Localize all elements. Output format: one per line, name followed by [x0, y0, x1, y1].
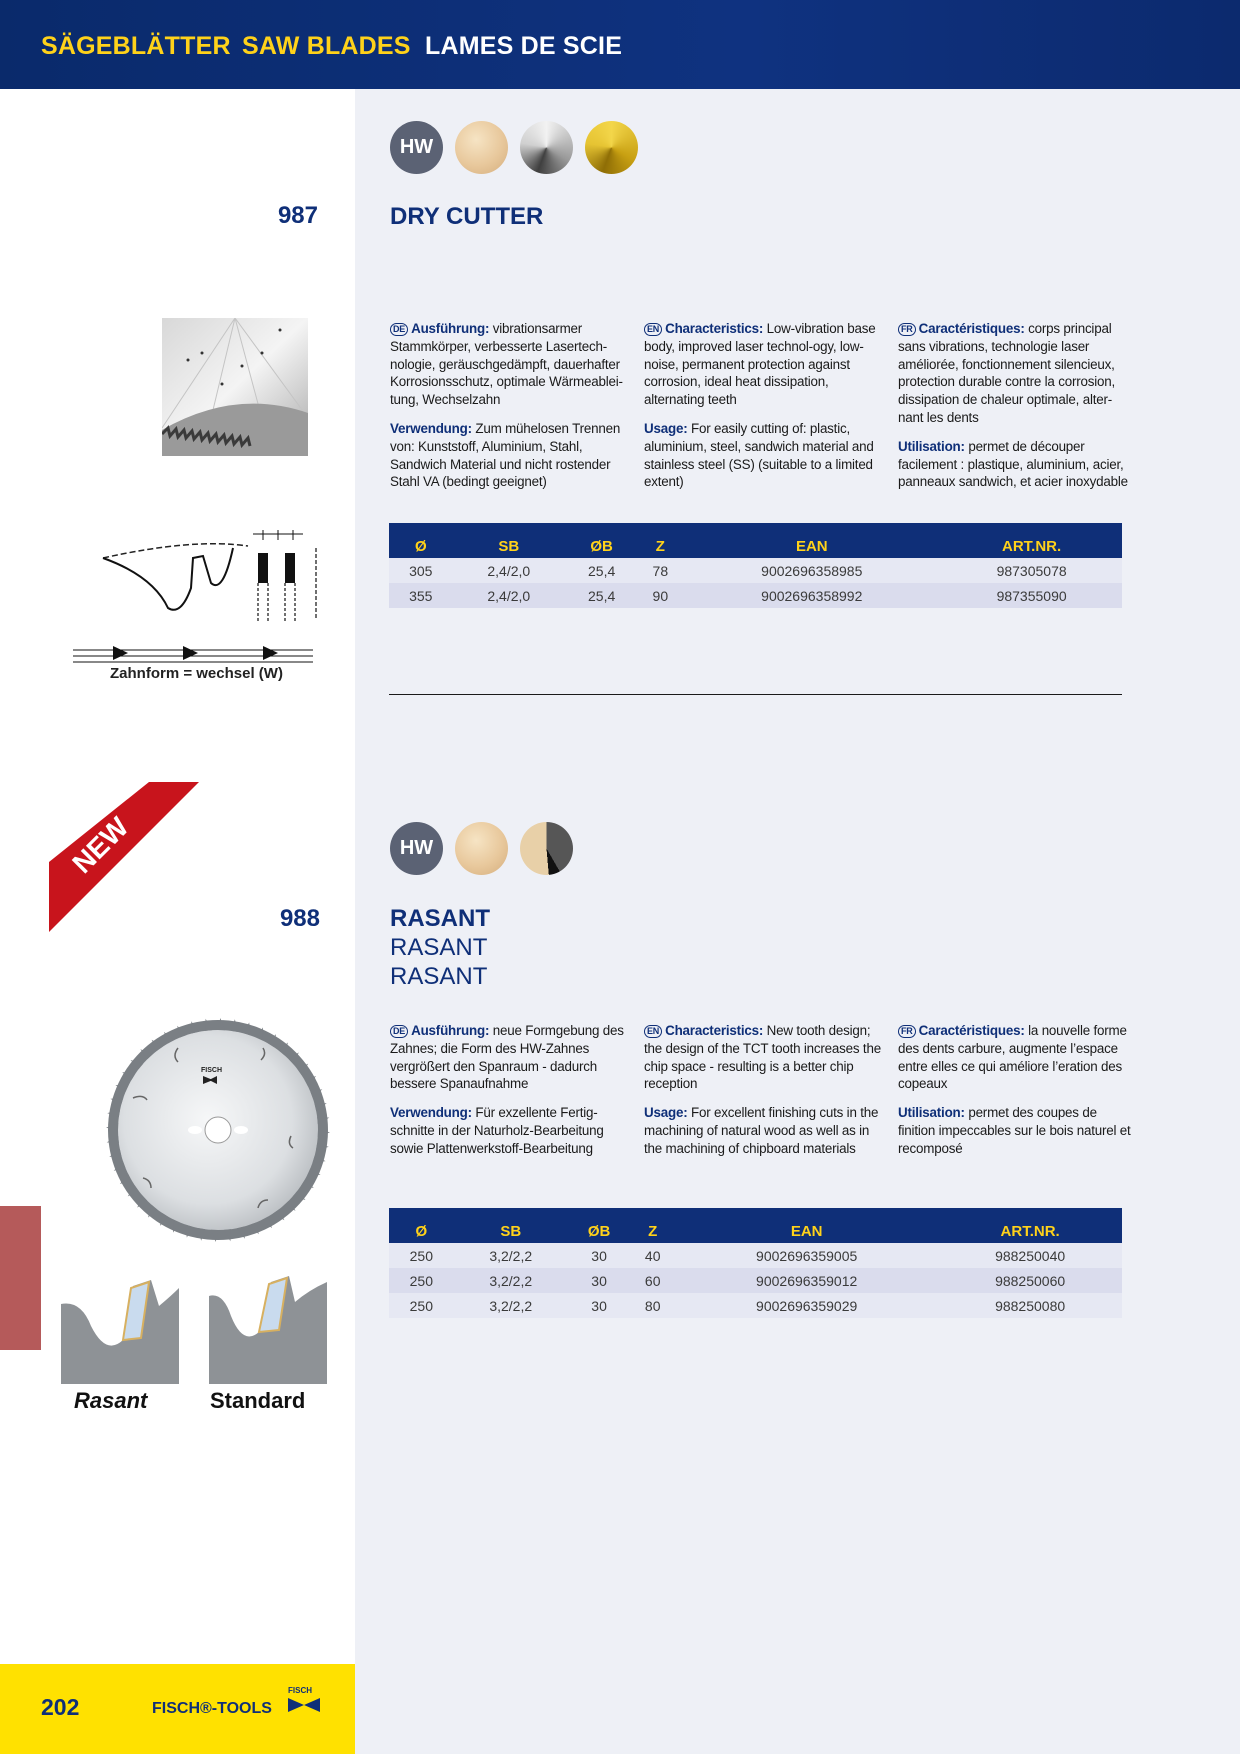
table-row [389, 558, 1122, 583]
text-ausfuehrung: neue Formgebung des Zahnes; die Form des HW-Zahnes vergrößert den Spanraum - dadurch bessere Spanaufnahme [390, 1023, 624, 1092]
cell: 988250080 [938, 1293, 1122, 1318]
tooth-closeup-rasant [61, 1266, 179, 1384]
col-header-ean: EAN [675, 1208, 938, 1243]
label-utilisation: Utilisation: [898, 1105, 965, 1121]
cell: 988250060 [938, 1268, 1122, 1293]
cell: 250 [389, 1268, 454, 1293]
description-de-987 [390, 320, 628, 502]
brand-name: FISCH®-TOOLS [152, 1700, 272, 1717]
material-icons-988 [390, 822, 573, 875]
header-title-de: SÄGEBLÄTTER [41, 32, 231, 60]
label-verwendung: Verwendung: [390, 420, 472, 436]
new-badge-text: NEW [66, 811, 135, 880]
cell: 988250040 [938, 1243, 1122, 1268]
panel-icon [520, 822, 573, 875]
product-title-line: RASANT [390, 905, 490, 932]
cell: 355 [389, 583, 453, 608]
col-header-artnr: ART.NR. [941, 523, 1122, 558]
cell: 250 [389, 1293, 454, 1318]
cell: 80 [630, 1293, 675, 1318]
product-title-line: DRY CUTTER [390, 203, 544, 230]
text-utilisation: permet de découper facilement : plastique, aluminium, acier, panneaux sandwich, et acier inoxydable [898, 438, 1128, 490]
text-usage: For easily cutting of: plastic, aluminium, steel, sandwich material and stainless steel (SS) (suitable to a limited extent) [644, 420, 874, 490]
cell: 25,4 [565, 558, 638, 583]
spec-table-987 [389, 523, 1122, 608]
cell: 3,2/2,2 [454, 1268, 568, 1293]
cell: 2,4/2,0 [453, 558, 565, 583]
cell: 60 [630, 1268, 675, 1293]
article-number-988: 988 [279, 905, 320, 932]
description-en-988 [644, 1022, 882, 1169]
cell: 9002696359029 [675, 1293, 938, 1318]
col-header-bore: ØB [568, 1208, 630, 1243]
wood-icon [455, 822, 508, 875]
cell: 9002696359012 [675, 1268, 938, 1293]
table-row [389, 1268, 1122, 1293]
cell: 90 [638, 583, 682, 608]
product-title-987 [390, 202, 543, 231]
lang-badge-fr: FR [898, 323, 916, 336]
text-verwendung: Zum mühelosen Trennen von: Kunststoff, Aluminium, Stahl, Sandwich Material und nicht rostender Stahl VA (bedingt geeignet) [390, 420, 621, 490]
article-number-987: 987 [277, 202, 318, 229]
text-caracteristiques: la nouvelle forme des dents carbure, augmente l’espace entre elles ce qui améliore l’eration des copeaux [898, 1023, 1127, 1092]
label-ausfuehrung: Ausführung: [411, 1023, 490, 1038]
text-utilisation: permet des coupes de finition impeccables sur le bois naturel et recomposé [898, 1105, 1131, 1156]
chapter-tab [0, 1206, 41, 1350]
col-header-diameter: Ø [389, 1208, 454, 1243]
table-row [389, 583, 1122, 608]
col-header-artnr: ART.NR. [938, 1208, 1122, 1243]
label-usage: Usage: [644, 420, 688, 436]
lang-badge-en: EN [644, 1025, 662, 1038]
hw-icon: HW [390, 822, 443, 875]
text-usage: For excellent finishing cuts in the machining of natural wood as well as in the machining of chipboard materials [644, 1105, 879, 1156]
label-verwendung: Verwendung: [390, 1105, 472, 1121]
page-header [0, 0, 1240, 89]
label-caracteristiques: Caractéristiques: [918, 1023, 1025, 1038]
col-header-sb: SB [453, 523, 565, 558]
description-fr-988 [898, 1022, 1136, 1169]
label-characteristics: Characteristics: [665, 1023, 764, 1038]
table-row [389, 1243, 1122, 1268]
page-number: 202 [41, 1694, 80, 1720]
tooth-closeup-standard [209, 1266, 327, 1384]
col-header-sb: SB [454, 1208, 568, 1243]
text-characteristics: Low-vibration base body, improved laser technol-ogy, low-noise, permanent protection against corrosion, ideal heat dissipation, alternating teeth [644, 321, 876, 408]
col-header-diameter: Ø [389, 523, 453, 558]
lang-badge-de: DE [390, 1025, 408, 1038]
new-ribbon [49, 782, 199, 932]
product-title-988 [390, 904, 490, 991]
lang-badge-en: EN [644, 323, 662, 336]
brand-logo-text: FISCH [288, 1686, 312, 1695]
label-usage: Usage: [644, 1105, 688, 1121]
header-title-fr: LAMES DE SCIE [425, 32, 623, 60]
description-en-987 [644, 320, 882, 502]
brass-icon [585, 121, 638, 174]
col-header-ean: EAN [682, 523, 941, 558]
product-title-line: RASANT [390, 934, 488, 961]
blade-photo-987 [162, 318, 308, 456]
fish-logo-icon [286, 1688, 322, 1712]
col-header-teeth: Z [638, 523, 682, 558]
description-de-988 [390, 1022, 628, 1169]
table-row [389, 1293, 1122, 1318]
wood-icon [455, 121, 508, 174]
table-header-row [389, 1208, 1122, 1243]
cell: 2,4/2,0 [453, 583, 565, 608]
caption-rasant: Rasant [74, 1388, 148, 1413]
hw-icon: HW [390, 121, 443, 174]
cell: 30 [568, 1293, 630, 1318]
text-caracteristiques: corps principal sans vibrations, technologie laser améliorée, fonctionnement silencieux, protection durable contre la corrosion, dissipation de chaleur optimale, alter-nant les dents [898, 321, 1115, 425]
text-verwendung: Für exzellente Fertig-schnitte in der Naturholz-Bearbeitung sowie Plattenwerkstoff-Bearbeitung [390, 1105, 604, 1156]
cell: 250 [389, 1243, 454, 1268]
header-title-en: SAW BLADES [242, 32, 411, 60]
cell: 40 [630, 1243, 675, 1268]
cell: 9002696359005 [675, 1243, 938, 1268]
label-ausfuehrung: Ausführung: [411, 321, 490, 336]
cell: 987305078 [941, 558, 1122, 583]
label-caracteristiques: Caractéristiques: [918, 321, 1025, 336]
tooth-form-caption: Zahnform = wechsel (W) [110, 665, 283, 682]
cell: 25,4 [565, 583, 638, 608]
cell: 30 [568, 1268, 630, 1293]
lang-badge-de: DE [390, 323, 408, 336]
label-utilisation: Utilisation: [898, 438, 965, 454]
label-characteristics: Characteristics: [665, 321, 764, 336]
text-characteristics: New tooth design; the design of the TCT tooth increases the chip space - resulting is a better chip reception [644, 1023, 881, 1092]
section-divider [389, 694, 1122, 695]
text-ausfuehrung: vibrationsarmer Stammkörper, verbesserte Lasertech-nologie, geräuschgedämpft, dauerhafter Korrosionsschutz, optimale Wärmeablei-tung, Wechselzahn [390, 321, 623, 408]
cell: 305 [389, 558, 453, 583]
cell: 3,2/2,2 [454, 1243, 568, 1268]
metal-icon [520, 121, 573, 174]
cell: 3,2/2,2 [454, 1293, 568, 1318]
material-icons-987 [390, 121, 638, 174]
tooth-form-diagram [73, 528, 327, 663]
cell: 30 [568, 1243, 630, 1268]
col-header-teeth: Z [630, 1208, 675, 1243]
cell: 987355090 [941, 583, 1122, 608]
blade-logo-text: FISCH [201, 1067, 222, 1074]
lang-badge-fr: FR [898, 1025, 916, 1038]
spec-table-988 [389, 1208, 1122, 1318]
cell: 78 [638, 558, 682, 583]
caption-standard: Standard [210, 1388, 306, 1413]
cell: 9002696358992 [682, 583, 941, 608]
description-fr-987 [898, 320, 1136, 502]
product-title-line: RASANT [390, 963, 488, 990]
blade-photo-988 [103, 1018, 333, 1242]
cell: 9002696358985 [682, 558, 941, 583]
col-header-bore: ØB [565, 523, 638, 558]
table-header-row [389, 523, 1122, 558]
